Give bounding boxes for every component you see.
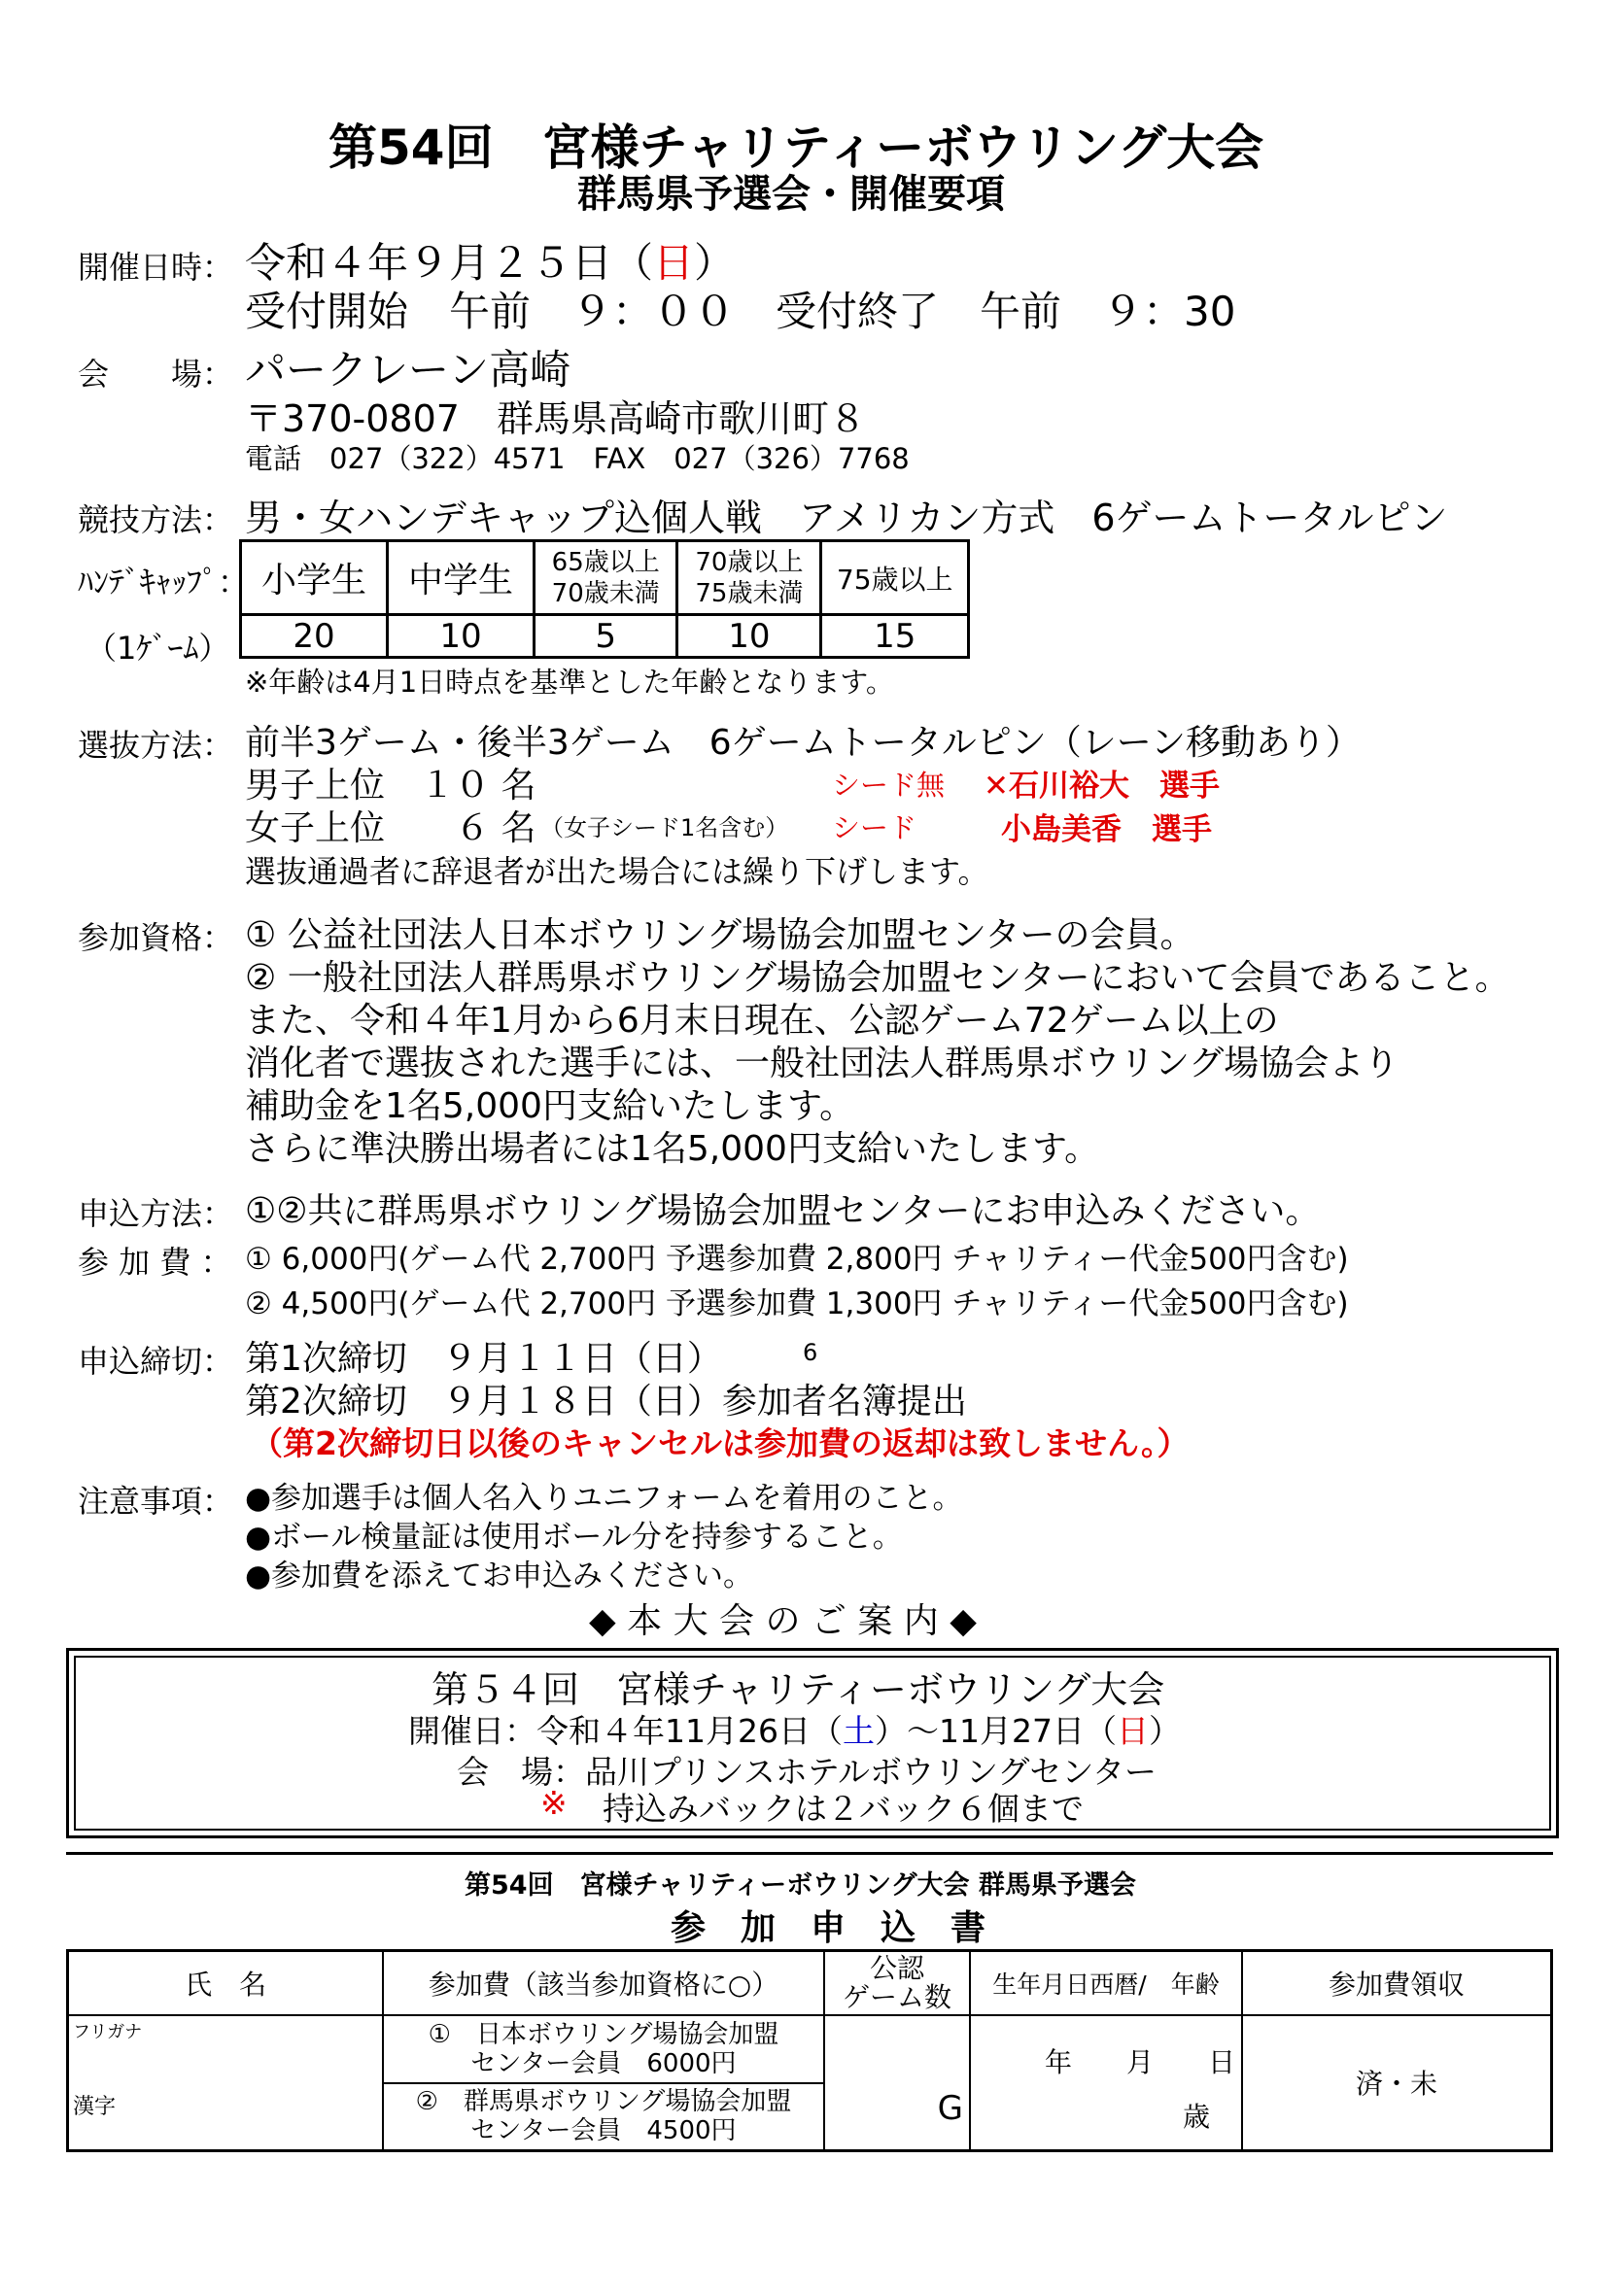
handicap-table: [239, 539, 970, 659]
selection-line4: 選抜通過者に辞退者が出た場合には繰り下げします。: [245, 853, 989, 890]
application-text: ①②共に群馬県ボウリング場協会加盟センターにお申込みください。: [245, 1191, 1321, 1231]
method-text: 男・女ハンデキャップ込個人戦 アメリカン方式 6ゲームトータルピン: [245, 497, 1448, 539]
venue-label: 会 場：: [78, 356, 234, 393]
main-event-dates-prefix: 開催日：令和４年11月26日（: [408, 1712, 843, 1750]
divider: [66, 1852, 1553, 1855]
handicap-header: 小学生: [241, 541, 388, 615]
handicap-value: 20: [241, 615, 388, 658]
event-date-day: 日: [653, 239, 695, 287]
venue-address: 〒370-0807 群馬県高崎市歌川町８: [245, 397, 866, 440]
selection-men: 男子上位 １０ 名: [245, 766, 536, 805]
main-event-sat: 土: [842, 1712, 875, 1750]
main-event-title: 第５４回 宮様チャリティーボウリング大会: [432, 1668, 1165, 1711]
men-seed-name: ✕石川裕大 選手: [984, 769, 1220, 804]
fee-line: ② 4,500円(ゲーム代 2,700円 予選参加費 1,300円 チャリティー代金500円含む): [245, 1286, 1349, 1321]
page-title: 第54回 宮様チャリティーボウリング大会: [328, 120, 1264, 176]
reception-time: 受付開始 午前 ９：００ 受付終了 午前 ９：30: [245, 288, 1236, 335]
main-event-note-mark: ※: [540, 1784, 568, 1822]
application-form-table: [66, 1949, 1553, 2152]
deadline-line1: 第1次締切 ９月１１日（日）: [245, 1339, 722, 1379]
main-event-heading: ◆ 本 大 会 の ご 案 内 ◆: [589, 1601, 977, 1641]
main-event-sun: 日: [1116, 1712, 1149, 1750]
selection-women: 女子上位 ６ 名: [245, 808, 536, 848]
women-seed-label: シード: [832, 811, 917, 844]
form-receipt-cell[interactable]: [1242, 2015, 1552, 2151]
handicap-label: ﾊﾝﾃﾞｷｬｯﾌﾟ：: [78, 564, 250, 600]
handicap-value: 10: [388, 615, 535, 658]
eligibility-line: 補助金を1名5,000円支給いたします。: [245, 1086, 855, 1126]
handicap-value: 5: [535, 615, 677, 658]
handicap-header: 中学生: [388, 541, 535, 615]
handicap-per-game: （1ｹﾞｰﾑ）: [86, 630, 230, 667]
note-line: ●参加選手は個人名入りユニフォームを着用のこと。: [245, 1481, 963, 1516]
handicap-header: 65歳以上 70歳未満: [535, 541, 677, 615]
notes-label: 注意事項：: [78, 1483, 234, 1520]
form-col-birth: 生年月日西暦/ 年齢: [970, 1951, 1242, 2015]
date-label: 開催日時：: [78, 249, 234, 286]
form-games-cell[interactable]: [824, 2015, 970, 2151]
deadline-label: 申込締切：: [78, 1343, 234, 1380]
main-event-venue: 会 場：品川プリンスホテルボウリングセンター: [457, 1753, 1158, 1791]
eligibility-line: 消化者で選抜された選手には、一般社団法人群馬県ボウリング場協会より: [245, 1044, 1399, 1083]
fee-line: ① 6,000円(ゲーム代 2,700円 予選参加費 2,800円 チャリティー代金500円含む): [245, 1242, 1349, 1277]
note-line: ●参加費を添えてお申込みください。: [245, 1559, 754, 1593]
event-date-prefix: 令和４年９月２５日（: [245, 239, 654, 287]
form-col-name: 氏 名: [68, 1951, 384, 2015]
fee-option-1[interactable]: ① 日本ボウリング場協会加盟 センター会員 6000円: [383, 2015, 824, 2083]
method-label: 競技方法：: [78, 501, 234, 538]
fee-option-2[interactable]: ② 群馬県ボウリング場協会加盟 センター会員 4500円: [383, 2083, 824, 2151]
main-event-dates-suffix: ）: [1148, 1712, 1181, 1750]
form-col-fee: 参加費（該当参加資格に○）: [383, 1951, 824, 2015]
form-col-receipt: 参加費領収: [1242, 1951, 1552, 2015]
handicap-header: 75歳以上: [821, 541, 969, 615]
games-unit: G: [937, 2089, 963, 2128]
birth-ymd: 年 月 日: [1044, 2045, 1235, 2078]
cancel-warning: （第2次締切日以後のキャンセルは参加費の返却は致しません。）: [251, 1424, 1190, 1462]
form-title: 第54回 宮様チャリティーボウリング大会 群馬県予選会: [465, 1870, 1136, 1901]
note-line: ●ボール検量証は使用ボール分を持参すること。: [245, 1520, 903, 1555]
form-birth-cell[interactable]: [970, 2015, 1242, 2151]
eligibility-line: ② 一般社団法人群馬県ボウリング場協会加盟センターにおいて会員であること。: [245, 958, 1510, 998]
main-event-dates: [408, 1706, 1181, 1752]
eligibility-line: ① 公益社団法人日本ボウリング場協会加盟センターの会員。: [245, 915, 1195, 955]
deadline-line2: 第2次締切 ９月１８日（日）参加者名簿提出: [245, 1382, 967, 1422]
eligibility-label: 参加資格：: [78, 919, 234, 956]
form-subtitle: 参 加 申 込 書: [671, 1908, 986, 1948]
main-event-dates-mid: ）～11月27日（: [874, 1712, 1117, 1750]
age-unit: 歳: [1183, 2100, 1211, 2133]
main-event-note: 持込みバックは２バック６個まで: [603, 1790, 1084, 1828]
men-seed-label: シード無: [832, 769, 946, 802]
women-note: （女子シード1名含む）: [540, 814, 789, 841]
form-col-games: 公認 ゲーム数: [824, 1951, 970, 2015]
event-date-suffix: ）: [694, 239, 736, 287]
eligibility-line: さらに準決勝出場者には1名5,000円支給いたします。: [245, 1129, 1100, 1169]
women-seed-name: 小島美香 選手: [1001, 812, 1212, 847]
application-label: 申込方法：: [78, 1195, 234, 1232]
form-name-cell[interactable]: [68, 2015, 384, 2151]
handicap-header: 70歳以上 75歳未満: [677, 541, 821, 615]
receipt-status: 済・未: [1355, 2068, 1437, 2101]
furigana-label: フリガナ: [73, 2021, 143, 2042]
page-subtitle: 群馬県予選会・開催要項: [577, 172, 1005, 217]
venue-phone: 電話 027（322）4571 FAX 027（326）7768: [245, 442, 910, 475]
selection-line1: 前半3ゲーム・後半3ゲーム 6ゲームトータルピン（レーン移動あり）: [245, 723, 1361, 763]
kanji-label: 漢字: [73, 2094, 117, 2119]
eligibility-line: また、令和４年1月から6月末日現在、公認ゲーム72ゲーム以上の: [245, 1001, 1279, 1041]
age-note: ※年齢は4月1日時点を基準とした年齢となります。: [245, 666, 894, 699]
selection-label: 選抜方法：: [78, 727, 234, 764]
venue-name: パークレーン高崎: [245, 346, 571, 394]
deadline-stray-mark: 6: [803, 1339, 818, 1366]
handicap-value: 10: [677, 615, 821, 658]
fee-label: 参 加 費 ：: [78, 1244, 232, 1281]
handicap-value: 15: [821, 615, 969, 658]
